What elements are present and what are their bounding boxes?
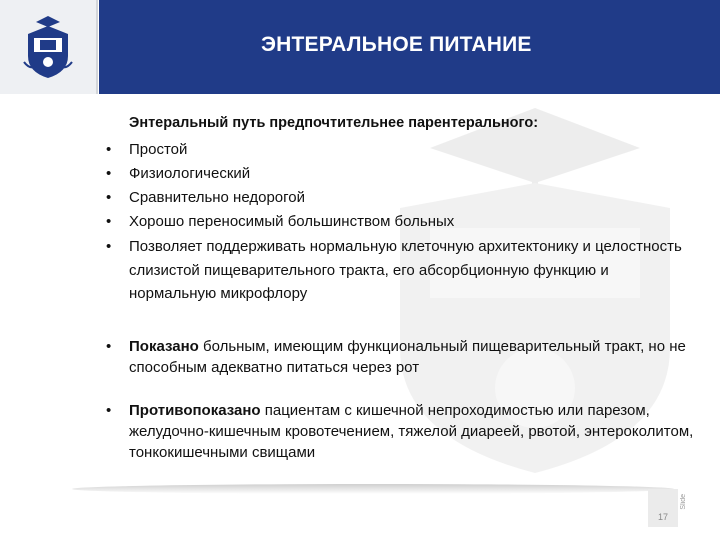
list-item: • Позволяет поддерживать нормальную клеточную архитектонику и целостность слизистой пищеварительного тракта, его абсорбционную функцию и нормальную микрофлору xyxy=(104,235,694,306)
indications-text: больным, имеющим функциональный пищеварительный тракт, но не способным адекватно питаться через рот xyxy=(129,337,686,376)
contraindications-text: пациентам с кишечной непроходимостью или парезом, желудочно-кишечным кровотечением, тяжелой диареей, рвотой, энтероколитом, тонкокишечными свищами xyxy=(129,401,694,461)
title-bar xyxy=(99,0,720,94)
university-crest-icon xyxy=(22,12,74,82)
slide-title: ЭНТЕРАЛЬНОЕ ПИТАНИЕ xyxy=(261,33,532,56)
contraindications-label: Противопоказано xyxy=(129,401,261,419)
slide-number: 17 xyxy=(648,489,678,527)
list-item: • Простой xyxy=(104,139,694,160)
logo-panel xyxy=(0,0,98,94)
list-item: • Сравнительно недорогой xyxy=(104,187,694,208)
list-item: • Хорошо переносимый большинством больных xyxy=(104,211,694,232)
contraindications-section xyxy=(104,400,694,463)
slide-body xyxy=(104,113,694,463)
indications-item xyxy=(104,336,694,378)
list-item: • Физиологический xyxy=(104,163,694,184)
footer-divider xyxy=(72,484,674,494)
benefits-list xyxy=(104,139,694,306)
intro-heading: Энтеральный путь предпочтительнее парентерального: xyxy=(129,115,539,131)
indications-section xyxy=(104,336,694,378)
contraindications-item xyxy=(104,400,694,463)
slide-label: Slide xyxy=(680,494,687,510)
indications-label: Показано xyxy=(129,337,199,355)
